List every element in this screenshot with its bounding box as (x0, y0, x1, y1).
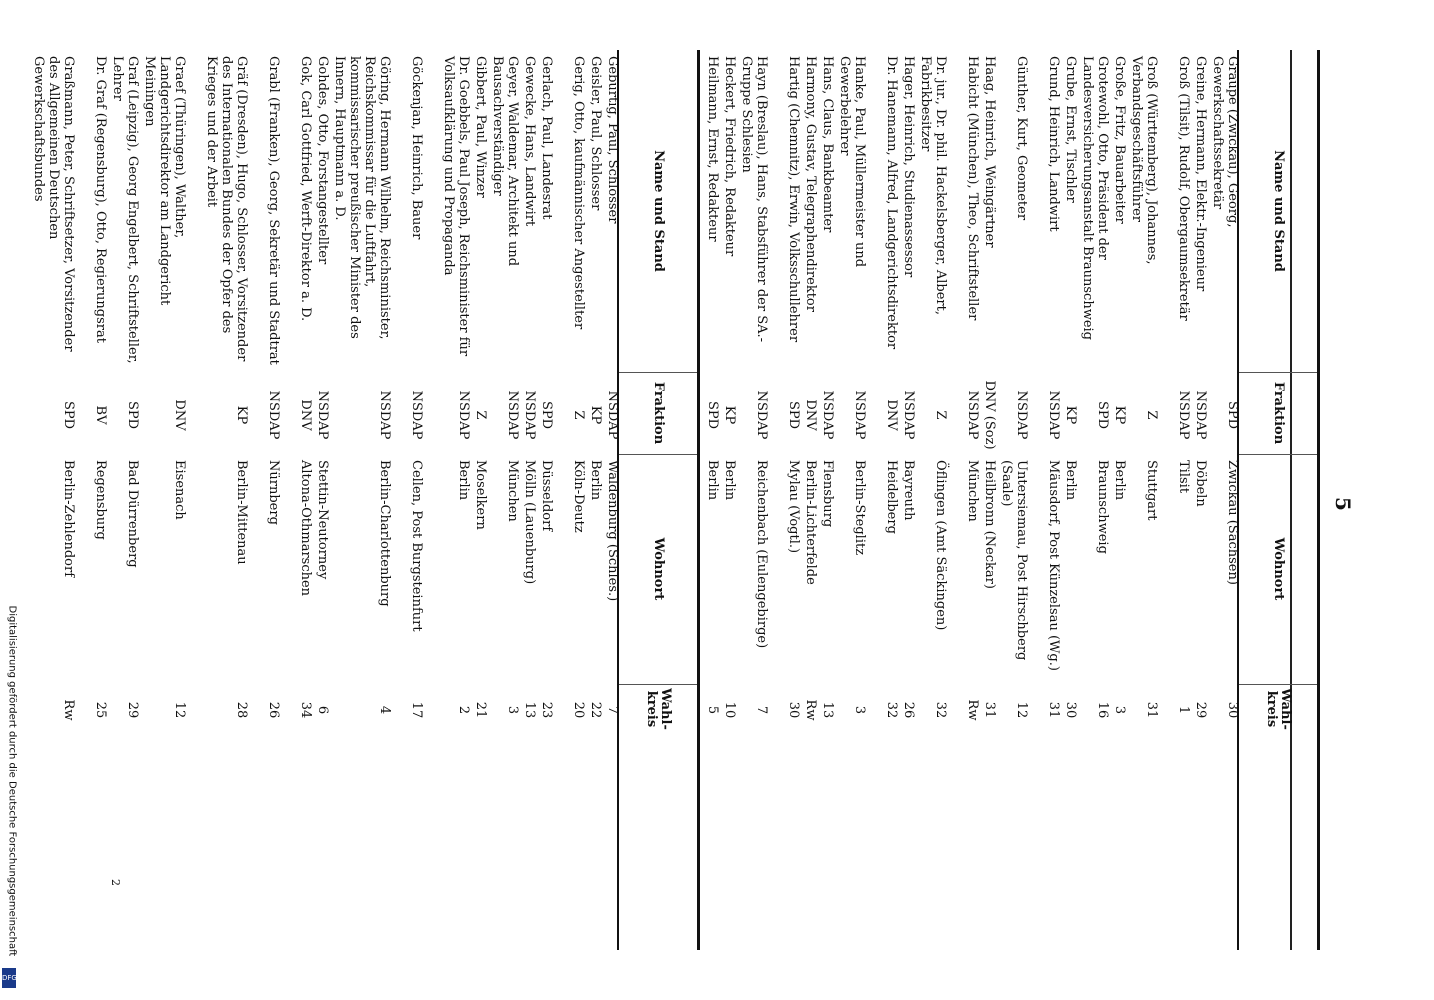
member-faction: KP (1112, 405, 1127, 425)
member-name: Gewecke, Hans, Landwirt (522, 56, 537, 227)
member-district: Rw (61, 699, 76, 721)
left-table (31, 50, 700, 950)
member-district: 10 (722, 701, 737, 719)
member-residence: Tilsit (1176, 460, 1191, 494)
member-district: 25 (93, 701, 108, 719)
member-district: Rw (965, 699, 980, 721)
member-district: 29 (1193, 701, 1208, 719)
member-residence: Reichenbach (Eulengebirge) (754, 460, 769, 649)
member-residence: Berlin (588, 460, 603, 501)
member-district: 12 (172, 701, 187, 719)
member-residence: Bayreuth (901, 460, 916, 521)
member-residence: Stettin-Neutorney (315, 460, 330, 580)
member-name: Heckert, Friedrich, Redakteur (722, 56, 737, 257)
member-residence: Altona-Othmarschen (298, 460, 313, 597)
member-faction: Z (1144, 410, 1159, 420)
header-residence: Wohnort (619, 454, 697, 685)
member-district: 2 (456, 705, 471, 715)
member-district: 30 (1225, 701, 1240, 719)
member-district: 3 (505, 705, 520, 715)
member-faction: NSDAP (409, 390, 424, 440)
member-district: 30 (1063, 701, 1078, 719)
member-faction: NSDAP (377, 390, 392, 440)
member-name: Gerig, Otto, kaufmännischer Angestellter (571, 56, 586, 330)
member-district: 3 (852, 705, 867, 715)
member-faction: KP (588, 405, 603, 425)
member-name: Hayn (Breslau), Hans, Stabsführer der SA.-Gruppe Schlesien (739, 56, 769, 343)
member-name: Greine, Hermann, Elektr.-Ingenieur (1193, 56, 1208, 292)
member-faction: NSDAP (605, 390, 620, 440)
member-name: Grabl (Franken), Georg, Sekretär und Stadtrat (266, 56, 281, 365)
member-residence: Öflingen (Amt Säckingen) (933, 460, 948, 631)
member-district: 7 (605, 705, 620, 715)
member-faction: NSDAP (505, 390, 520, 440)
member-name: Hager, Heinrich, Studienassessor (901, 56, 916, 278)
member-district: 13 (522, 701, 537, 719)
member-district: 4 (377, 705, 392, 715)
member-district: 22 (588, 701, 603, 719)
member-faction: Z (933, 410, 948, 420)
member-faction: NSDAP (1176, 390, 1191, 440)
member-name: Geburtig, Paul, Schlosser (605, 56, 620, 224)
member-residence: Heidelberg (884, 460, 899, 534)
member-name: Günther, Kurt, Geometer (1014, 56, 1029, 221)
member-residence: Mölln (Lauenburg) (522, 460, 537, 585)
member-faction: NSDAP (266, 390, 281, 440)
member-district: 3 (1112, 705, 1127, 715)
member-district: 26 (266, 701, 281, 719)
member-name: Habicht (München), Theo, Schriftsteller (965, 56, 980, 321)
member-residence: Berlin (705, 460, 720, 501)
member-name: Graßmann, Peter, Schriftsetzer, Vorsitzender des Allgemeinen Deutschen Gewerkschaftsbundes (31, 56, 76, 352)
header-name: Name und Stand (1239, 50, 1317, 373)
member-district: 29 (125, 701, 140, 719)
member-name: Hartig (Chemnitz), Erwin, Volksschullehrer (786, 56, 801, 343)
member-name: Gok, Carl Gottfried, Werft-Direktor a. D. (298, 56, 313, 322)
member-district: 34 (298, 701, 313, 719)
member-residence: Döbeln (1193, 460, 1208, 507)
member-faction: KP (1063, 405, 1078, 425)
member-district: 26 (901, 701, 916, 719)
member-faction: Z (571, 410, 586, 420)
member-district: 20 (571, 701, 586, 719)
header-residence: Wohnort (1239, 454, 1317, 685)
member-name: Gräf (Dresden), Hugo, Schlosser, Vorsitzender des Internationalen Bundes der Opfer des Krieges und der Arbeit (204, 56, 249, 362)
member-residence: Berlin (1112, 460, 1127, 501)
member-name: Gohdes, Otto, Forstangestellter (315, 56, 330, 265)
member-residence: Flensburg (820, 460, 835, 528)
member-faction: NSDAP (1046, 390, 1061, 440)
member-residence: Regensburg (93, 460, 108, 540)
member-residence: Heilbronn (Neckar) (982, 460, 997, 589)
member-residence: Berlin-Zehlendorf (61, 460, 76, 578)
member-district: 21 (473, 701, 488, 719)
member-faction: NSDAP (522, 390, 537, 440)
member-district: 31 (1144, 701, 1159, 719)
member-residence: Berlin (456, 460, 471, 501)
member-name: Grotewohl, Otto, Präsident der Landesversicherungsanstalt Braunschweig (1080, 56, 1110, 340)
member-faction: KP (234, 405, 249, 425)
member-district: 6 (315, 705, 330, 715)
member-residence: Bad Dürrenberg (125, 460, 140, 568)
member-district: 5 (705, 705, 720, 715)
member-name: Heilmann, Ernst, Redakteur (705, 56, 720, 242)
credit-text: Digitalisierung gefördert durch die Deutsche Forschungsgemeinschaft (6, 605, 18, 957)
member-faction: NSDAP (315, 390, 330, 440)
member-name: Graf (Leipzig), Georg Engelbert, Schriftsteller, Lehrer (110, 56, 140, 364)
right-table (705, 50, 1320, 950)
member-faction: NSDAP (901, 390, 916, 440)
page-number: 5 (1330, 497, 1355, 511)
member-residence: Düsseldorf (539, 460, 554, 532)
member-faction: SPD (1225, 400, 1240, 430)
member-residence: Stuttgart (1144, 460, 1159, 521)
member-faction: SPD (61, 400, 76, 430)
member-district: 1 (1176, 705, 1191, 715)
member-residence: Berlin (722, 460, 737, 501)
member-name: Dr. Goebbels, Paul Joseph, Reichsminister für Volksaufklärung und Propaganda (441, 56, 471, 357)
member-residence: Eisenach (172, 460, 187, 520)
member-residence: Berlin-Steglitz (852, 460, 867, 556)
member-faction: DNV (803, 399, 818, 431)
member-district: 23 (539, 701, 554, 719)
member-residence: Berlin (1063, 460, 1078, 501)
member-district: 31 (1046, 701, 1061, 719)
member-district: 31 (982, 701, 997, 719)
member-residence: Köln-Deutz (571, 460, 586, 533)
member-residence: Berlin-Mittenau (234, 460, 249, 565)
member-faction: NSDAP (1193, 390, 1208, 440)
member-district: 17 (409, 701, 424, 719)
member-name: Groß (Tilsit), Rudolf, Obergaumsekretär (1176, 56, 1191, 321)
member-name: Hanke, Paul, Müllermeister und Gewerbelehrer (837, 56, 867, 268)
member-faction: BV (93, 405, 108, 425)
member-residence: München (965, 460, 980, 522)
header-district: Wahl-kreis (1264, 688, 1293, 730)
member-faction: Z (473, 410, 488, 420)
sidebar-credit (2, 600, 22, 990)
member-name: Geyer, Waldemar, Architekt und Bausachverständiger (490, 56, 520, 267)
header-faction: Fraktion (619, 372, 697, 455)
member-name: Dr. jur., Dr. phil. Hackelsberger, Albert, Fabrikbesitzer (918, 56, 948, 316)
member-faction: DNV (298, 399, 313, 431)
member-residence: Moselkern (473, 460, 488, 530)
member-name: Haag, Heinrich, Weingärtner (982, 56, 997, 248)
member-faction: SPD (125, 400, 140, 430)
member-residence: Cellen, Post Burgsteinfurt (409, 460, 424, 632)
member-name: Göring, Hermann Wilhelm, Reichsminister, Reichskommissar für die Luftfahrt, kommissarischer preußischer Minister des Innern, Hauptmann a. D. (332, 56, 392, 340)
member-faction: NSDAP (820, 390, 835, 440)
member-name: Gerlach, Paul, Landesrat (539, 56, 554, 220)
member-district: Rw (803, 699, 818, 721)
table-header (617, 50, 700, 950)
member-district: 32 (933, 701, 948, 719)
member-faction: SPD (705, 400, 720, 430)
member-residence: Berlin-Charlottenburg (377, 460, 392, 607)
member-faction: NSDAP (852, 390, 867, 440)
member-residence: Untersiemau, Post Hirschberg (Saale) (999, 460, 1029, 661)
member-district: 16 (1095, 701, 1110, 719)
dfg-logo: DFG (2, 968, 16, 988)
member-faction: SPD (1095, 400, 1110, 430)
header-name: Name und Stand (619, 50, 697, 373)
member-district: 32 (884, 701, 899, 719)
member-district: 13 (820, 701, 835, 719)
member-name: Harmony, Gustav, Telegraphendirektor (803, 56, 818, 312)
member-residence: Mäusdorf, Post Künzelsau (Wg.) (1046, 460, 1061, 671)
member-residence: Mylau (Vogtl.) (786, 460, 801, 554)
member-district: 12 (1014, 701, 1029, 719)
member-faction: NSDAP (1014, 390, 1029, 440)
member-district: 30 (786, 701, 801, 719)
member-faction: NSDAP (456, 390, 471, 440)
header-faction: Fraktion (1239, 372, 1317, 455)
member-residence: München (505, 460, 520, 522)
member-name: Gibbert, Paul, Winzer (473, 56, 488, 198)
member-name: Groß (Württemberg), Johannes, Verbandsgeschäftsführer (1129, 56, 1159, 265)
member-faction: NSDAP (965, 390, 980, 440)
rotated-content (31, 50, 1320, 950)
member-name: Dr. Hanemann, Alfred, Landgerichtsdirektor (884, 56, 899, 350)
table-header (1237, 50, 1320, 950)
member-residence: Berlin-Lichterfelde (803, 460, 818, 585)
member-name: Dr. Graf (Regensburg), Otto, Regierungsrat (93, 56, 108, 343)
member-name: Grube, Ernst, Tischler (1063, 56, 1078, 203)
member-faction: SPD (786, 400, 801, 430)
member-residence: Waldenburg (Schles.) (605, 460, 620, 602)
member-name: Große, Fritz, Bauarbeiter (1112, 56, 1127, 224)
member-district: 28 (234, 701, 249, 719)
member-faction: SPD (539, 400, 554, 430)
member-residence: Zwickau (Sachsen) (1225, 460, 1240, 585)
member-name: Graef (Thüringen), Walther, Landgerichtsdirektor am Landgericht Meiningen (142, 56, 187, 306)
member-residence: Nürnberg (266, 460, 281, 525)
header-district: Wahl-kreis (644, 688, 673, 730)
member-faction: KP (722, 405, 737, 425)
footer-number: 2 (109, 879, 122, 886)
member-faction: NSDAP (754, 390, 769, 440)
member-residence: Braunschweig (1095, 460, 1110, 554)
member-name: Graupe (Zwickau), Georg, Gewerkschaftssekretär (1210, 56, 1240, 228)
member-name: Göckenjan, Heinrich, Bauer (409, 56, 424, 240)
member-faction: DNV (172, 399, 187, 431)
member-district: 7 (754, 705, 769, 715)
member-name: Grund, Heinrich, Landwirt (1046, 56, 1061, 232)
member-name: Geisler, Paul, Schlosser (588, 56, 603, 211)
member-name: Hans, Claus, Bankbeamter (820, 56, 835, 233)
member-faction: DNV (884, 399, 899, 431)
member-faction: DNV (Soz) (982, 380, 997, 450)
